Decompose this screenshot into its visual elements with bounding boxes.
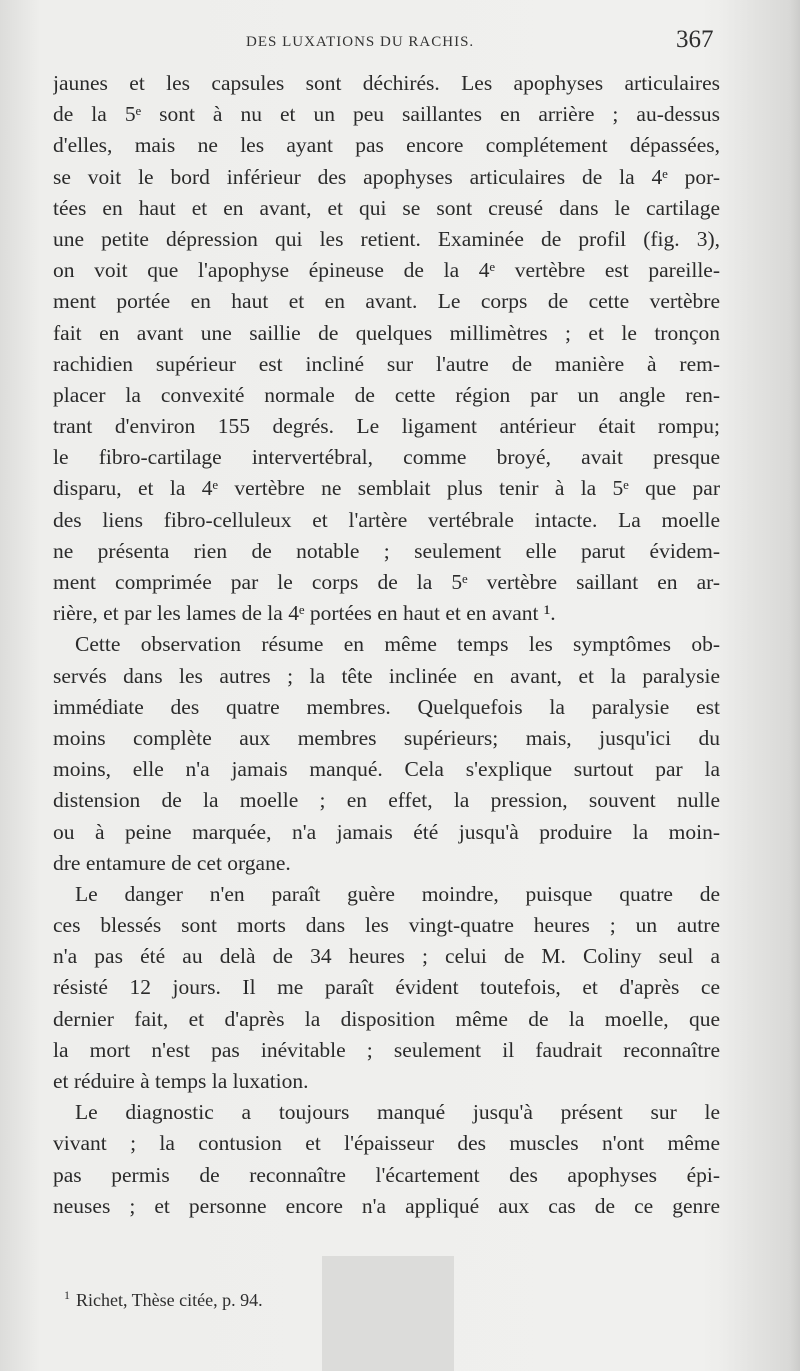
text-line: se voit le bord inférieur des apophyses articulaires de la 4ᵉ por-	[53, 164, 720, 189]
text-line: neuses ; et personne encore n'a appliqué aux cas de ce genre	[53, 1193, 720, 1218]
text-line: Cette observation résume en même temps les symptômes ob-	[75, 632, 720, 657]
text-line: rachidien supérieur est incliné sur l'autre de manière à rem-	[53, 351, 720, 376]
text-line: on voit que l'apophyse épineuse de la 4ᵉ vertèbre est pareille-	[53, 258, 720, 283]
text-line: ment comprimée par le corps de la 5ᵉ vertèbre saillant en ar-	[53, 570, 720, 594]
text-line: servés dans les autres ; la tête inclinée en avant, et la paralysie	[53, 663, 720, 688]
text-line: ces blessés sont morts dans les vingt-quatre heures ; un autre	[53, 913, 720, 938]
text-line: n'a pas été au delà de 34 heures ; celui de M. Coliny seul a	[53, 944, 720, 969]
running-head: DES LUXATIONS DU RACHIS.	[246, 34, 475, 50]
text-line: moins, elle n'a jamais manqué. Cela s'explique surtout par la	[53, 757, 720, 782]
text-line: dre entamure de cet organe.	[53, 850, 291, 875]
text-line: résisté 12 jours. Il me paraît évident toutefois, et d'après ce	[53, 975, 720, 1000]
footnote-mark: 1	[64, 1288, 70, 1302]
text-line: vivant ; la contusion et l'épaisseur des muscles n'ont même	[53, 1131, 720, 1156]
footnote	[64, 1288, 263, 1311]
text-line: ou à peine marquée, n'a jamais été jusqu'à produire la moin-	[53, 819, 720, 844]
text-line: pas permis de reconnaître l'écartement des apophyses épi-	[53, 1162, 720, 1187]
text-line: fait en avant une saillie de quelques millimètres ; et le tronçon	[53, 320, 720, 345]
text-line: des liens fibro-celluleux et l'artère vertébrale intacte. La moelle	[53, 507, 720, 532]
scan-stain	[322, 1256, 454, 1371]
text-line: et réduire à temps la luxation.	[53, 1069, 309, 1093]
text-line: de la 5ᵉ sont à nu et un peu saillantes en arrière ; au-dessus	[53, 102, 720, 127]
text-line: Le diagnostic a toujours manqué jusqu'à présent sur le	[75, 1100, 720, 1125]
scan-shadow	[720, 0, 800, 1371]
page-number: 367	[676, 26, 714, 53]
text-line: trant d'environ 155 degrés. Le ligament antérieur était rompu;	[53, 414, 720, 439]
text-line: moins complète aux membres supérieurs; mais, jusqu'ici du	[53, 725, 720, 750]
text-line: ne présenta rien de notable ; seulement elle parut évidem-	[53, 538, 720, 563]
text-line: immédiate des quatre membres. Quelquefois la paralysie est	[53, 694, 720, 719]
text-line: la mort n'est pas inévitable ; seulement il faudrait reconnaître	[53, 1037, 720, 1062]
text-line: d'elles, mais ne les ayant pas encore complétement dépassées,	[53, 133, 720, 158]
page-header	[0, 26, 800, 56]
text-line: jaunes et les capsules sont déchirés. Les apophyses articulaires	[53, 71, 720, 95]
text-line: une petite dépression qui les retient. Examinée de profil (fig. 3),	[53, 226, 720, 251]
text-line: disparu, et la 4ᵉ vertèbre ne semblait plus tenir à la 5ᵉ que par	[53, 476, 720, 501]
text-line: distension de la moelle ; en effet, la pression, souvent nulle	[53, 788, 720, 813]
text-line: tées en haut et en avant, et qui se sont creusé dans le cartilage	[53, 195, 720, 220]
text-line: ment portée en haut et en avant. Le corps de cette vertèbre	[53, 289, 720, 314]
text-line: dernier fait, et d'après la disposition même de la moelle, que	[53, 1006, 720, 1031]
text-line: le fibro-cartilage intervertébral, comme broyé, avait presque	[53, 445, 720, 470]
footnote-text: Richet, Thèse citée, p. 94.	[76, 1290, 263, 1310]
body-text	[53, 68, 720, 1222]
text-line: placer la convexité normale de cette région par un angle ren-	[53, 382, 720, 407]
text-line: rière, et par les lames de la 4ᵉ portées en haut et en avant ¹.	[53, 601, 556, 626]
text-line: Le danger n'en paraît guère moindre, puisque quatre de	[75, 881, 720, 906]
